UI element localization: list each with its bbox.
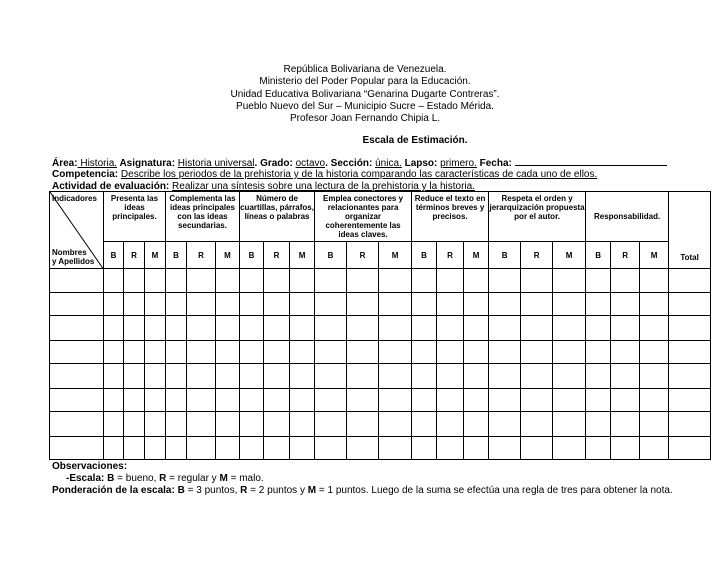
rating-header-cell: R [611, 241, 640, 269]
rating-cell[interactable] [640, 364, 669, 388]
rating-header-cell: B [166, 241, 187, 269]
rating-cell[interactable] [489, 436, 521, 459]
competencia-line [52, 169, 597, 180]
rating-cell[interactable] [611, 436, 640, 459]
rating-cell[interactable] [437, 412, 464, 436]
rating-cell[interactable] [489, 364, 521, 388]
grado-value: octavo [295, 158, 326, 169]
seccion-value: única. [375, 158, 402, 169]
ponderacion-paragraph [52, 485, 680, 497]
rating-cell[interactable] [489, 269, 521, 292]
rating-cell[interactable] [347, 316, 379, 340]
student-row [50, 292, 711, 315]
asignatura-value: Historia universal [177, 158, 255, 169]
student-total-cell[interactable] [669, 292, 711, 315]
rating-cell[interactable] [216, 436, 240, 459]
rating-cell[interactable] [104, 388, 124, 411]
indicadores-label: Indicadores [52, 194, 97, 203]
apellidos-label: y Apellidos [52, 257, 95, 267]
rating-cell[interactable] [586, 364, 611, 388]
student-total-cell[interactable] [669, 436, 711, 459]
student-total-cell[interactable] [669, 412, 711, 436]
rating-header-cell: M [145, 241, 166, 269]
rating-cell[interactable] [124, 292, 145, 315]
rating-cell[interactable] [166, 269, 187, 292]
rating-cell[interactable] [521, 316, 553, 340]
student-name-cell[interactable] [50, 316, 104, 340]
rating-cell[interactable] [412, 269, 437, 292]
rating-cell[interactable] [216, 292, 240, 315]
header-line-location: Pueblo Nuevo del Sur – Municipio Sucre – Estado Mérida. [236, 100, 494, 112]
rating-cell[interactable] [240, 340, 264, 363]
rating-cell[interactable] [264, 412, 290, 436]
b-meaning: = bueno, [114, 473, 160, 485]
rating-cell[interactable] [379, 316, 412, 340]
rating-cell[interactable] [640, 436, 669, 459]
rating-cell[interactable] [166, 292, 187, 315]
student-total-cell[interactable] [669, 316, 711, 340]
student-name-cell[interactable] [50, 364, 104, 388]
rating-cell[interactable] [240, 269, 264, 292]
rating-cell[interactable] [586, 412, 611, 436]
rating-cell[interactable] [553, 364, 586, 388]
rating-cell[interactable] [640, 388, 669, 411]
rating-cell[interactable] [264, 292, 290, 315]
rating-cell[interactable] [521, 364, 553, 388]
rating-cell[interactable] [216, 364, 240, 388]
rating-cell[interactable] [379, 269, 412, 292]
rating-cell[interactable] [104, 412, 124, 436]
header-line-ministry: Ministerio del Poder Popular para la Educación. [259, 76, 471, 88]
rating-cell[interactable] [315, 412, 347, 436]
rating-cell[interactable] [437, 316, 464, 340]
rating-cell[interactable] [379, 388, 412, 411]
rating-cell[interactable] [437, 292, 464, 315]
rating-cell[interactable] [240, 364, 264, 388]
criterion-header: Responsabilidad. [586, 192, 669, 242]
footer-notes [52, 461, 680, 498]
rating-cell[interactable] [412, 340, 437, 363]
rating-cell[interactable] [264, 364, 290, 388]
nombres-apellidos-label [52, 248, 94, 266]
rating-cell[interactable] [166, 340, 187, 363]
rating-cell[interactable] [347, 269, 379, 292]
header-line-republic: República Bolivariana de Venezuela. [283, 64, 447, 75]
lapso-value: primero. [440, 158, 477, 169]
rating-cell[interactable] [290, 364, 315, 388]
rating-cell[interactable] [379, 292, 412, 315]
m-meaning: = malo. [227, 473, 264, 485]
rating-cell[interactable] [145, 292, 166, 315]
rating-cell[interactable] [640, 340, 669, 363]
r-meaning: = regular y [166, 473, 220, 485]
student-row [50, 269, 711, 292]
rating-cell[interactable] [124, 412, 145, 436]
student-name-cell[interactable] [50, 388, 104, 411]
rating-cell[interactable] [315, 316, 347, 340]
rating-cell[interactable] [586, 436, 611, 459]
student-name-cell[interactable] [50, 292, 104, 315]
rating-cell[interactable] [521, 388, 553, 411]
rating-cell[interactable] [166, 436, 187, 459]
rating-cell[interactable] [611, 412, 640, 436]
rating-cell[interactable] [290, 292, 315, 315]
pond-m-letter: M [307, 485, 317, 497]
rating-cell[interactable] [216, 412, 240, 436]
estimation-scale-table [49, 191, 711, 460]
rating-cell[interactable] [521, 412, 553, 436]
rating-cell[interactable] [464, 316, 489, 340]
rating-cell[interactable] [489, 316, 521, 340]
rating-cell[interactable] [166, 388, 187, 411]
rating-cell[interactable] [611, 364, 640, 388]
rating-cell[interactable] [553, 436, 586, 459]
rating-cell[interactable] [412, 316, 437, 340]
rating-cell[interactable] [611, 316, 640, 340]
rating-cell[interactable] [437, 269, 464, 292]
pond-r-letter: R [240, 485, 248, 497]
rating-cell[interactable] [315, 269, 347, 292]
rating-cell[interactable] [104, 292, 124, 315]
rating-cell[interactable] [187, 412, 216, 436]
course-info-line: Área: Historia. Asignatura: Historia universal. Grado: octavo. Sección: única. Lapso: primero. Fecha: [52, 157, 667, 169]
rating-header-cell: R [347, 241, 379, 269]
rating-cell[interactable] [124, 340, 145, 363]
rating-cell[interactable] [145, 436, 166, 459]
criterion-header: Respeta el orden y jerarquización propuesta por el autor. [489, 192, 586, 242]
rating-cell[interactable] [315, 340, 347, 363]
rating-cell[interactable] [347, 436, 379, 459]
rating-cell[interactable] [521, 340, 553, 363]
rating-cell[interactable] [611, 388, 640, 411]
rating-cell[interactable] [347, 340, 379, 363]
rating-cell[interactable] [553, 412, 586, 436]
header-line-school: Unidad Educativa Bolivariana “Genarina Dugarte Contreras”. [230, 88, 500, 100]
rating-cell[interactable] [640, 316, 669, 340]
student-name-cell[interactable] [50, 436, 104, 459]
rating-cell[interactable] [347, 388, 379, 411]
rating-cell[interactable] [290, 388, 315, 411]
rating-cell[interactable] [315, 388, 347, 411]
rating-cell[interactable] [216, 340, 240, 363]
rating-header-cell: B [104, 241, 124, 269]
rating-cell[interactable] [290, 436, 315, 459]
rating-header-cell: B [586, 241, 611, 269]
rating-cell[interactable] [145, 340, 166, 363]
student-row [50, 340, 711, 363]
rating-cell[interactable] [145, 316, 166, 340]
rating-cell[interactable] [187, 436, 216, 459]
rating-cell[interactable] [412, 364, 437, 388]
rating-cell[interactable] [521, 436, 553, 459]
rating-header-cell: R [124, 241, 145, 269]
institution-header [200, 64, 530, 125]
rating-cell[interactable] [104, 316, 124, 340]
student-row [50, 436, 711, 459]
nombres-label: Nombres [52, 248, 87, 258]
rating-header-cell: R [264, 241, 290, 269]
rating-cell[interactable] [611, 292, 640, 315]
rating-cell[interactable] [640, 269, 669, 292]
rating-cell[interactable] [240, 436, 264, 459]
rating-cell[interactable] [347, 292, 379, 315]
document-title: Escala de Estimación. [362, 135, 468, 146]
rating-cell[interactable] [464, 436, 489, 459]
pond-r-value: = 2 puntos y [247, 485, 308, 497]
rating-cell[interactable] [315, 292, 347, 315]
rating-cell[interactable] [187, 340, 216, 363]
rating-cell[interactable] [379, 364, 412, 388]
rating-cell[interactable] [464, 388, 489, 411]
rating-cell[interactable] [611, 269, 640, 292]
rating-cell[interactable] [104, 364, 124, 388]
student-row [50, 412, 711, 436]
rating-header-cell: M [216, 241, 240, 269]
rating-cell[interactable] [640, 292, 669, 315]
rating-header-row [50, 241, 711, 269]
escala-prefix: -Escala: [66, 473, 108, 485]
rating-header-cell: M [464, 241, 489, 269]
rating-cell[interactable] [521, 292, 553, 315]
rating-cell[interactable] [290, 316, 315, 340]
rating-cell[interactable] [553, 316, 586, 340]
rating-cell[interactable] [187, 316, 216, 340]
rating-cell[interactable] [264, 340, 290, 363]
student-row [50, 388, 711, 411]
rating-cell[interactable] [412, 412, 437, 436]
actividad-label: Actividad de evaluación: [52, 181, 170, 192]
competencia-label: Competencia: [52, 169, 119, 180]
rating-cell[interactable] [264, 388, 290, 411]
rating-cell[interactable] [489, 388, 521, 411]
rating-cell[interactable] [640, 412, 669, 436]
rating-cell[interactable] [166, 364, 187, 388]
student-total-cell[interactable] [669, 364, 711, 388]
indicators-names-corner-cell [50, 192, 104, 269]
rating-header-cell: R [521, 241, 553, 269]
rating-cell[interactable] [489, 412, 521, 436]
rating-cell[interactable] [464, 412, 489, 436]
rating-cell[interactable] [290, 269, 315, 292]
ponderacion-label: Ponderación de la escala: [52, 485, 175, 497]
rating-cell[interactable] [187, 388, 216, 411]
rating-cell[interactable] [240, 388, 264, 411]
rating-cell[interactable] [240, 316, 264, 340]
criterion-header: Número de cuartillas, párrafos, líneas o palabras [240, 192, 315, 242]
criterion-header: Complementa las ideas principales con las ideas secundarias. [166, 192, 240, 242]
rating-cell[interactable] [412, 292, 437, 315]
criterion-header: Reduce el texto en términos breves y precisos. [412, 192, 489, 242]
rating-header-cell: M [379, 241, 412, 269]
student-name-cell[interactable] [50, 340, 104, 363]
rating-header-cell: B [489, 241, 521, 269]
escala-line [52, 473, 680, 485]
rating-cell[interactable] [464, 292, 489, 315]
rating-cell[interactable] [464, 364, 489, 388]
rating-header-cell: B [240, 241, 264, 269]
observaciones-label: Observaciones: [52, 461, 128, 472]
rating-cell[interactable] [586, 316, 611, 340]
student-total-cell[interactable] [669, 388, 711, 411]
rating-cell[interactable] [521, 269, 553, 292]
student-row [50, 316, 711, 340]
rating-cell[interactable] [553, 292, 586, 315]
rating-cell[interactable] [347, 412, 379, 436]
student-name-cell[interactable] [50, 269, 104, 292]
fecha-label: Fecha: [479, 158, 512, 169]
asignatura-label: Asignatura [119, 158, 172, 169]
rating-cell[interactable] [553, 269, 586, 292]
rating-cell[interactable] [464, 340, 489, 363]
rating-cell[interactable] [489, 340, 521, 363]
rating-cell[interactable] [240, 412, 264, 436]
rating-cell[interactable] [464, 269, 489, 292]
rating-cell[interactable] [124, 269, 145, 292]
rating-cell[interactable] [412, 436, 437, 459]
fecha-blank-line [515, 157, 667, 166]
rating-cell[interactable] [166, 316, 187, 340]
header-line-teacher: Profesor Joan Fernando Chipia L. [289, 113, 441, 125]
student-total-cell[interactable] [669, 340, 711, 363]
rating-cell[interactable] [216, 269, 240, 292]
rating-cell[interactable] [166, 412, 187, 436]
rating-header-cell: B [412, 241, 437, 269]
rating-header-cell: M [553, 241, 586, 269]
rating-cell[interactable] [437, 340, 464, 363]
rating-cell[interactable] [145, 388, 166, 411]
rating-cell[interactable] [264, 269, 290, 292]
pond-m-value: = 1 puntos. Luego de la suma se efectúa una regla de tres para obtener la nota. [316, 485, 673, 497]
rating-cell[interactable] [437, 436, 464, 459]
rating-cell[interactable] [145, 364, 166, 388]
total-header: Total [669, 192, 711, 269]
rating-cell[interactable] [379, 340, 412, 363]
rating-cell[interactable] [145, 412, 166, 436]
rating-cell[interactable] [489, 292, 521, 315]
rating-cell[interactable] [315, 364, 347, 388]
student-name-cell[interactable] [50, 412, 104, 436]
area-value: Historia. [77, 158, 118, 169]
rating-cell[interactable] [553, 340, 586, 363]
rating-cell[interactable] [611, 340, 640, 363]
rating-cell[interactable] [104, 340, 124, 363]
rating-cell[interactable] [216, 316, 240, 340]
rating-header-cell: M [290, 241, 315, 269]
rating-cell[interactable] [187, 292, 216, 315]
competencia-value: Describe los periodos de la prehistoria y de la historia comparando las características de cada uno de ellos. [120, 169, 598, 180]
rating-cell[interactable] [586, 340, 611, 363]
criterion-header: Presenta las ideas principales. [104, 192, 166, 242]
rating-cell[interactable] [124, 388, 145, 411]
rating-cell[interactable] [315, 436, 347, 459]
rating-cell[interactable] [586, 292, 611, 315]
rating-header-cell: M [640, 241, 669, 269]
student-row [50, 364, 711, 388]
rating-cell[interactable] [290, 412, 315, 436]
lapso-label: Lapso: [404, 158, 438, 169]
rating-cell[interactable] [586, 269, 611, 292]
criterion-header: Emplea conectores y relacionantes para organizar coherentemente las ideas claves. [315, 192, 412, 242]
rating-cell[interactable] [290, 340, 315, 363]
pond-b-letter: B [177, 485, 185, 497]
criteria-header-row [50, 192, 711, 242]
m-letter: M [219, 473, 228, 485]
rating-cell[interactable] [437, 364, 464, 388]
rating-cell[interactable] [104, 436, 124, 459]
rating-cell[interactable] [124, 436, 145, 459]
student-total-cell[interactable] [669, 269, 711, 292]
rating-cell[interactable] [216, 388, 240, 411]
seccion-label: Sección: [330, 158, 373, 169]
rating-cell[interactable] [124, 364, 145, 388]
rating-cell[interactable] [379, 412, 412, 436]
rating-cell[interactable] [240, 292, 264, 315]
rating-cell[interactable] [586, 388, 611, 411]
pond-b-value: = 3 puntos, [184, 485, 241, 497]
area-label: Área: [52, 158, 78, 169]
b-letter: B [107, 473, 115, 485]
rating-cell[interactable] [124, 316, 145, 340]
r-letter: R [159, 473, 167, 485]
rating-cell[interactable] [264, 316, 290, 340]
rating-header-cell: B [315, 241, 347, 269]
rating-cell[interactable] [264, 436, 290, 459]
rating-cell[interactable] [437, 388, 464, 411]
rating-cell[interactable] [187, 269, 216, 292]
rating-cell[interactable] [145, 269, 166, 292]
rating-cell[interactable] [187, 364, 216, 388]
rating-header-cell: R [437, 241, 464, 269]
actividad-value: Realizar una síntesis sobre una lectura de la prehistoria y la historia. [172, 181, 475, 192]
rating-cell[interactable] [347, 364, 379, 388]
rating-cell[interactable] [379, 436, 412, 459]
rating-cell[interactable] [553, 388, 586, 411]
rating-cell[interactable] [412, 388, 437, 411]
rating-cell[interactable] [104, 269, 124, 292]
grado-label: Grado: [260, 158, 293, 169]
rating-header-cell: R [187, 241, 216, 269]
